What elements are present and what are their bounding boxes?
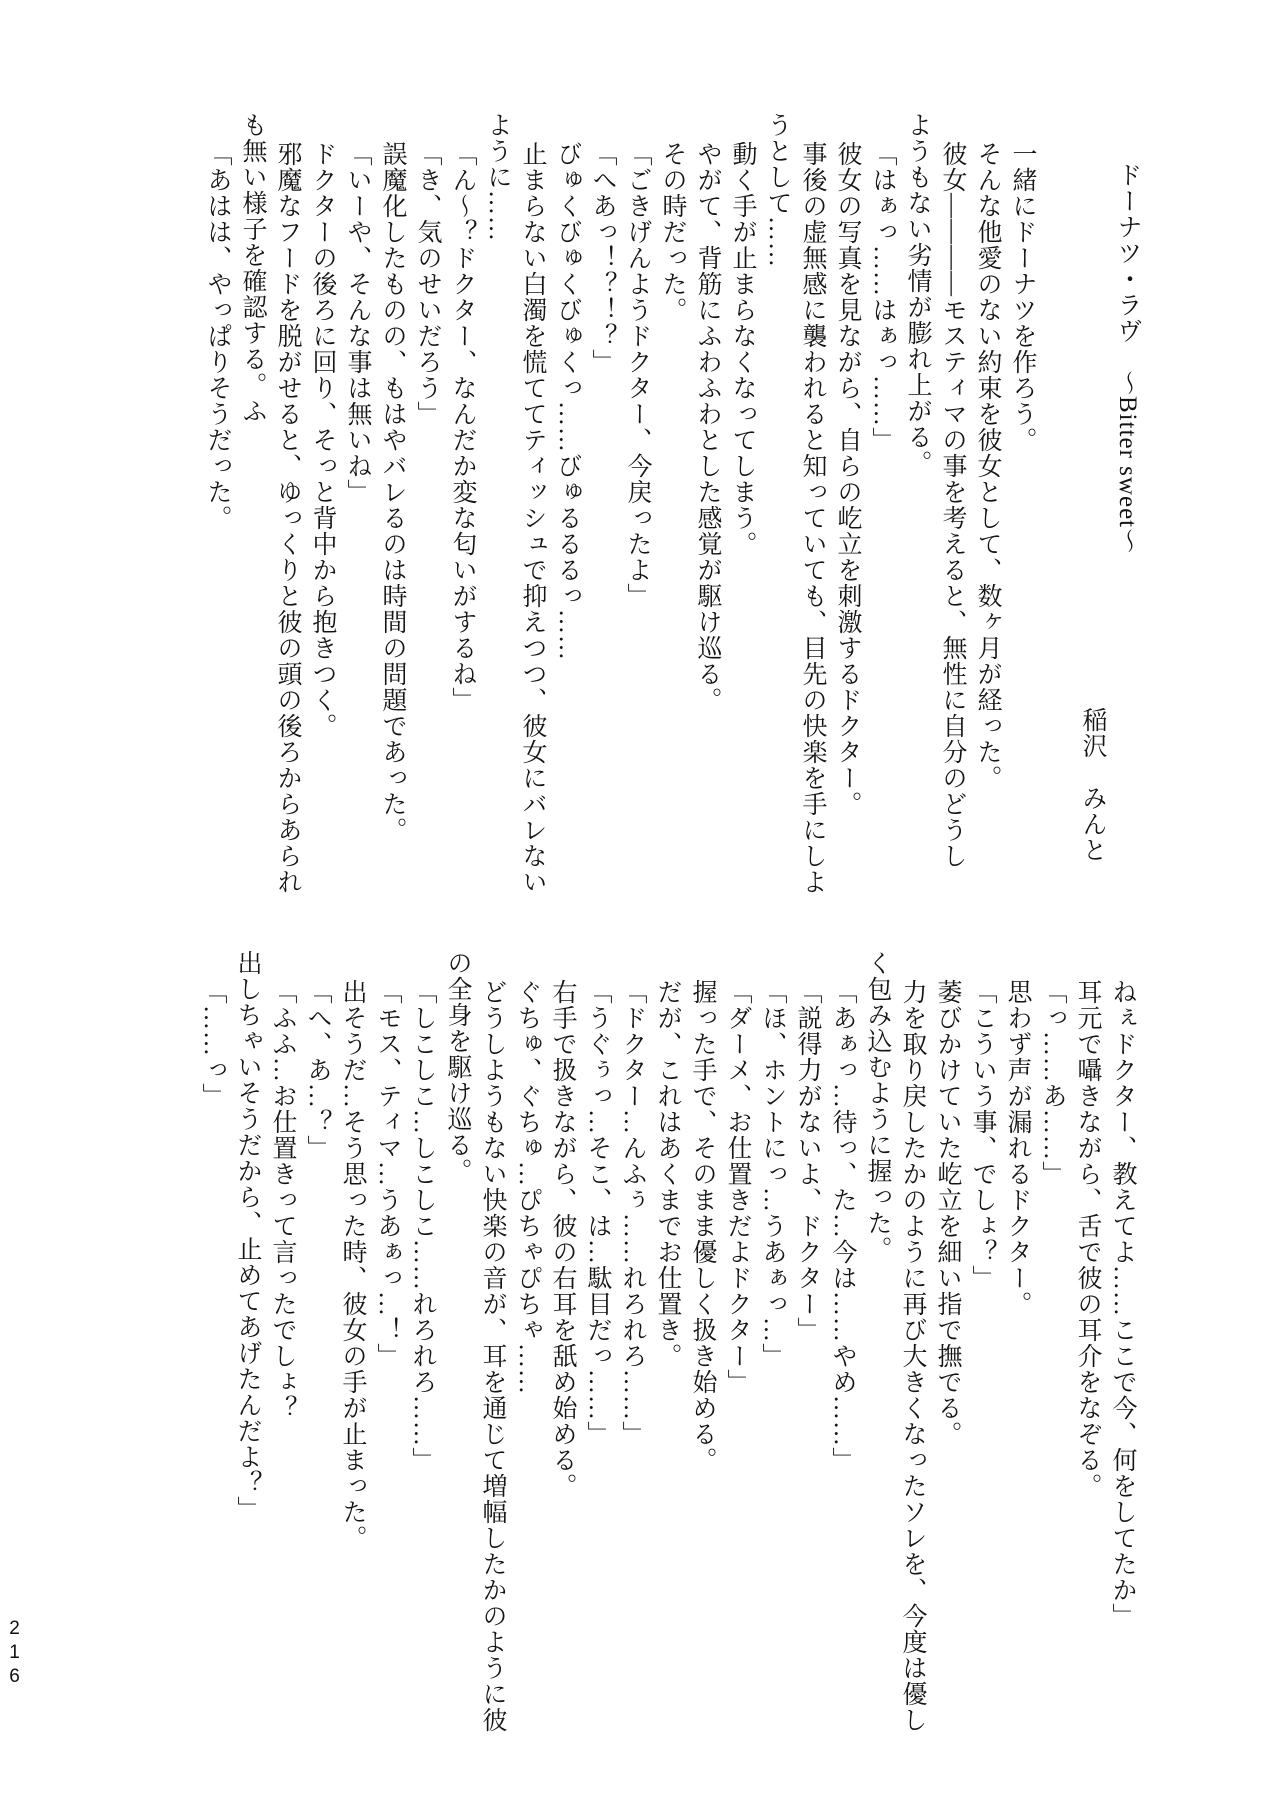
text-line: も無い様子を確認する。ふ <box>239 112 266 424</box>
text-line: ぐちゅ、ぐちゅ…ぴちゃぴちゃ…… <box>514 979 541 1395</box>
text-line: 「いーや、そんな事は無いね」 <box>344 141 371 505</box>
text-line: 「ふふ…お仕置きって言ったでしょ？ <box>269 979 296 1421</box>
text-line: 「ごきげんようドクター、今戻ったよ」 <box>624 141 651 609</box>
text-line: 「しこしこ…しこしこ……れろれろ……」 <box>409 979 436 1473</box>
text-line: 「こういう事、でしょ？」 <box>969 979 996 1291</box>
text-line: 出しちゃいそうだから、止めてあげたんだよ？」 <box>234 950 261 1522</box>
text-line: びゅくびゅくびゅくっ……びゅるるるっ…… <box>554 141 581 661</box>
text-line: 邪魔なフードを脱がせると、ゆっくりと彼の頭の後ろからあられ <box>274 141 301 895</box>
text-line: 「うぐぅっ…そこ、は…駄目だっ……」 <box>584 979 611 1447</box>
text-line: 思わず声が漏れるドクター。 <box>1004 979 1031 1317</box>
text-line: 「はぁっ……はぁっ……」 <box>869 141 896 453</box>
text-line: 萎びかけていた屹立を細い指で撫でる。 <box>934 979 961 1447</box>
blank-column <box>1040 112 1075 896</box>
text-line: く包み込むように握った。 <box>864 950 891 1262</box>
text-line: 動く手が止まらなくなってしまう。 <box>729 141 756 557</box>
text-line: 事後の虚無感に襲われると知っていても、目先の快楽を手にしよ <box>799 141 826 895</box>
text-line: 「ん〜？ドクター、なんだか変な匂いがするね」 <box>449 141 476 713</box>
text-line: 握った手で、そのまま優しく扱き始める。 <box>689 979 716 1473</box>
text-line: 「ドクター…んふぅ……れろれろ……」 <box>619 979 646 1447</box>
story-text-top-block <box>200 112 1145 896</box>
text-line: だが、これはあくまでお仕置き。 <box>654 979 681 1369</box>
text-line: 「へ、あ…？」 <box>304 979 331 1161</box>
text-line: 「……っ」 <box>199 979 226 1109</box>
text-line: ようもない劣情が膨れ上がる。 <box>904 112 931 476</box>
text-line: ドクターの後ろに回り、そっと背中から抱きつく。 <box>309 141 336 739</box>
text-line: 耳元で囁きながら、舌で彼の耳介をなぞる。 <box>1074 979 1101 1499</box>
text-line: 彼女――――モスティマの事を考えると、無性に自分のどうし <box>939 141 966 869</box>
text-line: 「説得力がないよ、ドクター」 <box>794 979 821 1343</box>
text-line: 「あはは、やっぱりそうだった。 <box>204 141 231 531</box>
text-line: 止まらない白濁を慌ててティッシュで抑えつつ、彼女にバレない <box>519 141 546 895</box>
text-line: 出そうだ…そう思った時、彼女の手が止まった。 <box>339 979 366 1551</box>
text-line: 「き、気のせいだろう」 <box>414 141 441 427</box>
text-line: 右手で扱きながら、彼の右耳を舐め始める。 <box>549 979 576 1499</box>
text-line: ように…… <box>484 112 511 242</box>
text-line: うとして…… <box>764 112 791 268</box>
story-text-bottom-block <box>195 950 1140 1740</box>
text-line: 「モス、ティマ…うあぁっ…！」 <box>374 979 401 1369</box>
text-line: 「あぁっ…待っ、た…今は……やめ……」 <box>829 979 856 1473</box>
story-title: ドーナツ・ラヴ ～Bitter sweet～ <box>1114 162 1141 555</box>
page-number: 216 <box>4 1618 25 1690</box>
text-line: その時だった。 <box>659 141 686 323</box>
text-line: 「っ……あ……」 <box>1039 979 1066 1187</box>
text-line: 一緒にドーナツを作ろう。 <box>1009 141 1036 453</box>
text-line: どうしようもない快楽の音が、耳を通じて増幅したかのように彼 <box>479 979 506 1733</box>
text-line: ねぇドクター、教えてよ……ここで今、何をしてたか」 <box>1109 979 1136 1629</box>
text-line: 「ダーメ、お仕置きだよドクター」 <box>724 979 751 1395</box>
author-name: 稲沢 みんと <box>1079 707 1106 863</box>
text-line: の全身を駆け巡る。 <box>444 950 471 1184</box>
text-line: 力を取り戻したかのように再び大きくなったソレを、今度は優し <box>899 979 926 1733</box>
text-line: 「へあっ！？！？」 <box>589 141 616 375</box>
text-line: そんな他愛のない約束を彼女として、数ヶ月が経った。 <box>974 141 1001 791</box>
text-line: やがて、背筋にふわふわとした感覚が駆け巡る。 <box>694 141 721 713</box>
text-line: 「ほ、ホントにっ…うあぁっ…」 <box>759 979 786 1369</box>
text-line: 誤魔化したものの、もはやバレるのは時間の問題であった。 <box>379 141 406 843</box>
text-line: 彼女の写真を見ながら、自らの屹立を刺激するドクター。 <box>834 141 861 817</box>
